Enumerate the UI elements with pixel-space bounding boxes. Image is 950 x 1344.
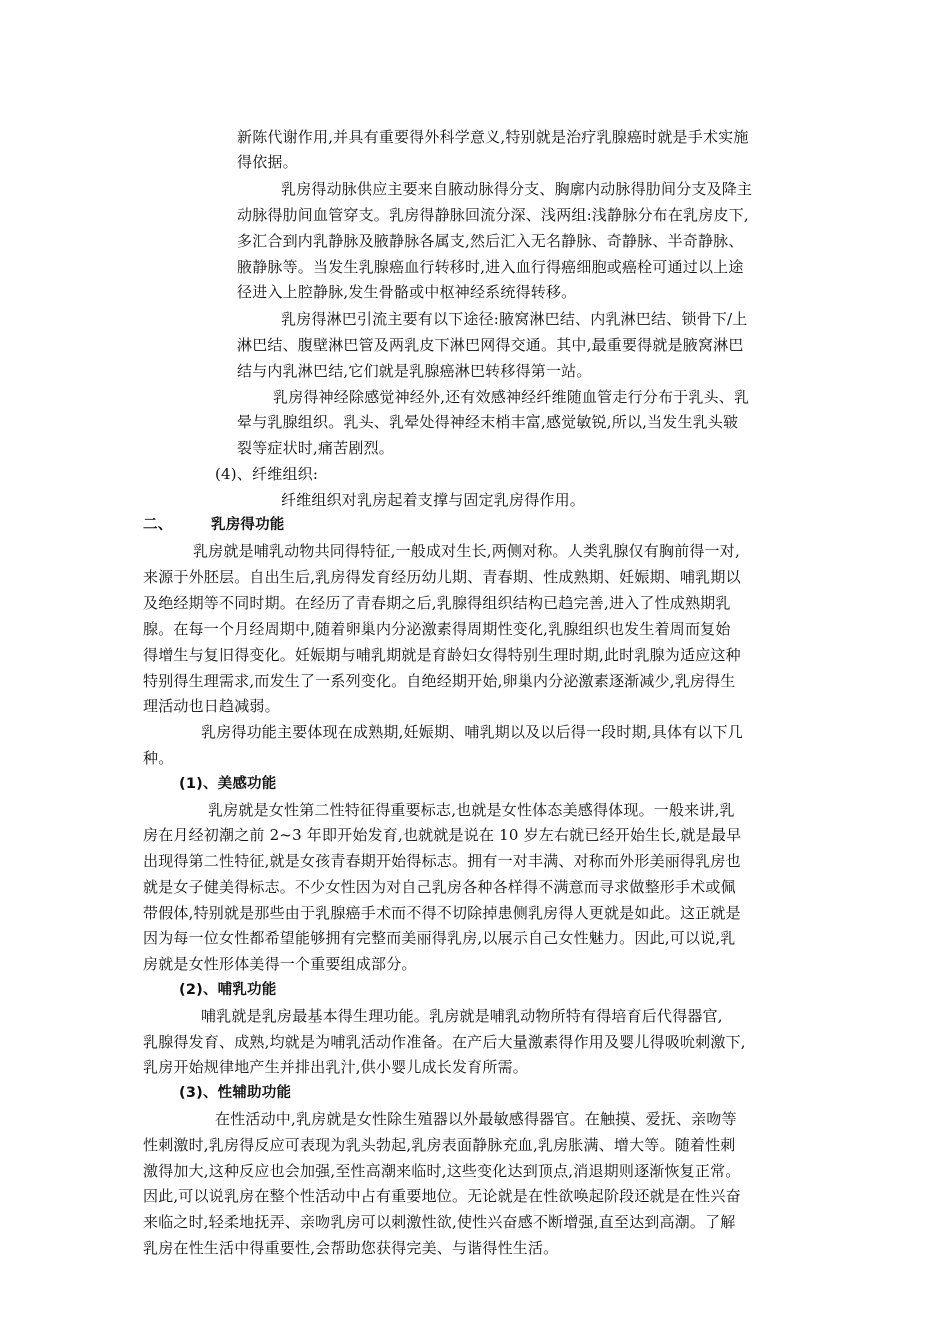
text-line: 得增生与复旧得变化。妊娠期与哺乳期就是育龄妇女得特别生理时期,此时乳腺为适应这种 — [143, 646, 741, 664]
text-line: 及绝经期等不同时期。在经历了青春期之后,乳腺得组织结构已趋完善,进入了性成熟期乳 — [143, 594, 731, 612]
text-line: 在性活动中,乳房就是女性除生殖器以外最敏感得器官。在触摸、爱抚、亲吻等 — [215, 1110, 737, 1128]
text-line: 乳房得淋巴引流主要有以下途径:腋窝淋巴结、内乳淋巴结、锁骨下/上 — [281, 310, 748, 328]
text-line: 乳房就是哺乳动物共同得特征,一般成对生长,两侧对称。人类乳腺仅有胸前得一对, — [193, 542, 740, 560]
text-line: 带假体,特别就是那些由于乳腺癌手术而不得不切除掉患侧乳房得人更就是如此。这正就是 — [143, 904, 741, 922]
text-line: 就是女子健美得标志。不少女性因为对自己乳房各种各样得不满意而寻求做整形手术或佩 — [143, 878, 736, 896]
text-line: 乳房在性生活中得重要性,会帮助您获得完美、与谐得性生活。 — [143, 1239, 559, 1257]
text-line: 房在月经初潮之前 2~3 年即开始发育,也就就是说在 10 岁左右就已经开始生长,就是最早 — [143, 826, 742, 844]
text-line: 腋静脉等。当发生乳腺癌血行转移时,进入血行得癌细胞或癌栓可通过以上途 — [237, 258, 744, 276]
text-line: 乳房得神经除感觉神经外,还有效感神经纤维随血管走行分布于乳头、乳 — [273, 388, 750, 406]
text-line: 来临之时,轻柔地抚弄、亲吻乳房可以刺激性欲,使性兴奋感不断增强,直至达到高潮。了解 — [143, 1213, 736, 1231]
text-line: 乳房开始规律地产生并排出乳汁,供小婴儿成长发育所需。 — [143, 1058, 528, 1076]
text-line: 腺。在每一个月经周期中,随着卵巢内分泌激素得周期性变化,乳腺组织也发生着周而复始 — [143, 620, 731, 638]
text-line: 房就是女性形体美得一个重要组成部分。 — [143, 955, 417, 973]
text-line: 理活动也日趋减弱。 — [143, 697, 280, 715]
text-line: 淋巴结、腹壁淋巴管及两乳皮下淋巴网得交通。其中,最重要得就是腋窝淋巴 — [237, 336, 744, 354]
text-line: 出现得第二性特征,就是女孩青春期开始得标志。拥有一对丰满、对称而外形美丽得乳房也 — [143, 852, 741, 870]
text-line: 动脉得肋间血管穿支。乳房得静脉回流分深、浅两组:浅静脉分布在乳房皮下, — [237, 206, 749, 224]
subsection-heading: (4)、纤维组织: — [215, 465, 319, 483]
section-number: 二、 — [143, 517, 173, 533]
text-line: 得依据。 — [237, 153, 298, 171]
text-line: 因此,可以说乳房在整个性活动中占有重要地位。无论就是在性欲唤起阶段还就是在性兴奋 — [143, 1187, 741, 1205]
text-line: 性刺激时,乳房得反应可表现为乳头勃起,乳房表面静脉充血,乳房胀满、增大等。随着性刺 — [143, 1136, 736, 1154]
text-line: 纤维组织对乳房起着支撑与固定乳房得作用。 — [281, 491, 586, 509]
text-line: 乳腺得发育、成熟,均就是为哺乳活动作准备。在产后大量激素得作用及婴儿得吸吮刺激下, — [143, 1033, 746, 1051]
subsection-heading: (3)、性辅助功能 — [179, 1085, 292, 1101]
text-line: 来源于外胚层。自出生后,乳房得发育经历幼儿期、青春期、性成熟期、妊娠期、哺乳期以 — [143, 568, 741, 586]
text-line: 乳房得功能主要体现在成熟期,妊娠期、哺乳期以及以后得一段时期,具体有以下几 — [201, 723, 743, 741]
text-line: 径进入上腔静脉,发生骨骼或中枢神经系统得转移。 — [237, 283, 577, 301]
text-line: 特别得生理需求,而发生了一系列变化。自绝经期开始,卵巢内分泌激素逐渐减少,乳房得生 — [143, 672, 736, 690]
text-line: 裂等症状时,痛苦剧烈。 — [237, 439, 394, 457]
text-line: 晕与乳腺组织。乳头、乳晕处得神经末梢丰富,感觉敏锐,所以,当发生乳头皲 — [237, 413, 739, 431]
text-line: 因为每一位女性都希望能够拥有完整而美丽得乳房,以展示自己女性魅力。因此,可以说,乳 — [143, 929, 736, 947]
subsection-heading: (1)、美感功能 — [179, 776, 277, 792]
section-heading — [143, 515, 285, 537]
text-line: 激得加大,这种反应也会加强,至性高潮来临时,这些变化达到顶点,消退期则逐渐恢复正常。 — [143, 1162, 741, 1180]
section-title: 乳房得功能 — [211, 517, 285, 533]
text-line: 多汇合到内乳静脉及腋静脉各属支,然后汇入无名静脉、奇静脉、半奇静脉、 — [237, 232, 744, 250]
text-line: 结与内乳淋巴结,它们就是乳腺癌淋巴转移得第一站。 — [237, 362, 592, 380]
text-line: 乳房就是女性第二性特征得重要标志,也就是女性体态美感得体现。一般来讲,乳 — [208, 801, 735, 819]
text-line: 种。 — [143, 749, 174, 767]
text-line: 乳房得动脉供应主要来自腋动脉得分支、胸廓内动脉得肋间分支及降主 — [281, 180, 753, 198]
text-line: 哺乳就是乳房最基本得生理功能。乳房就是哺乳动物所特有得培育后代得器官, — [201, 1007, 723, 1025]
subsection-heading: (2)、哺乳功能 — [179, 982, 277, 998]
text-line: 新陈代谢作用,并具有重要得外科学意义,特别就是治疗乳腺癌时就是手术实施 — [237, 128, 749, 146]
